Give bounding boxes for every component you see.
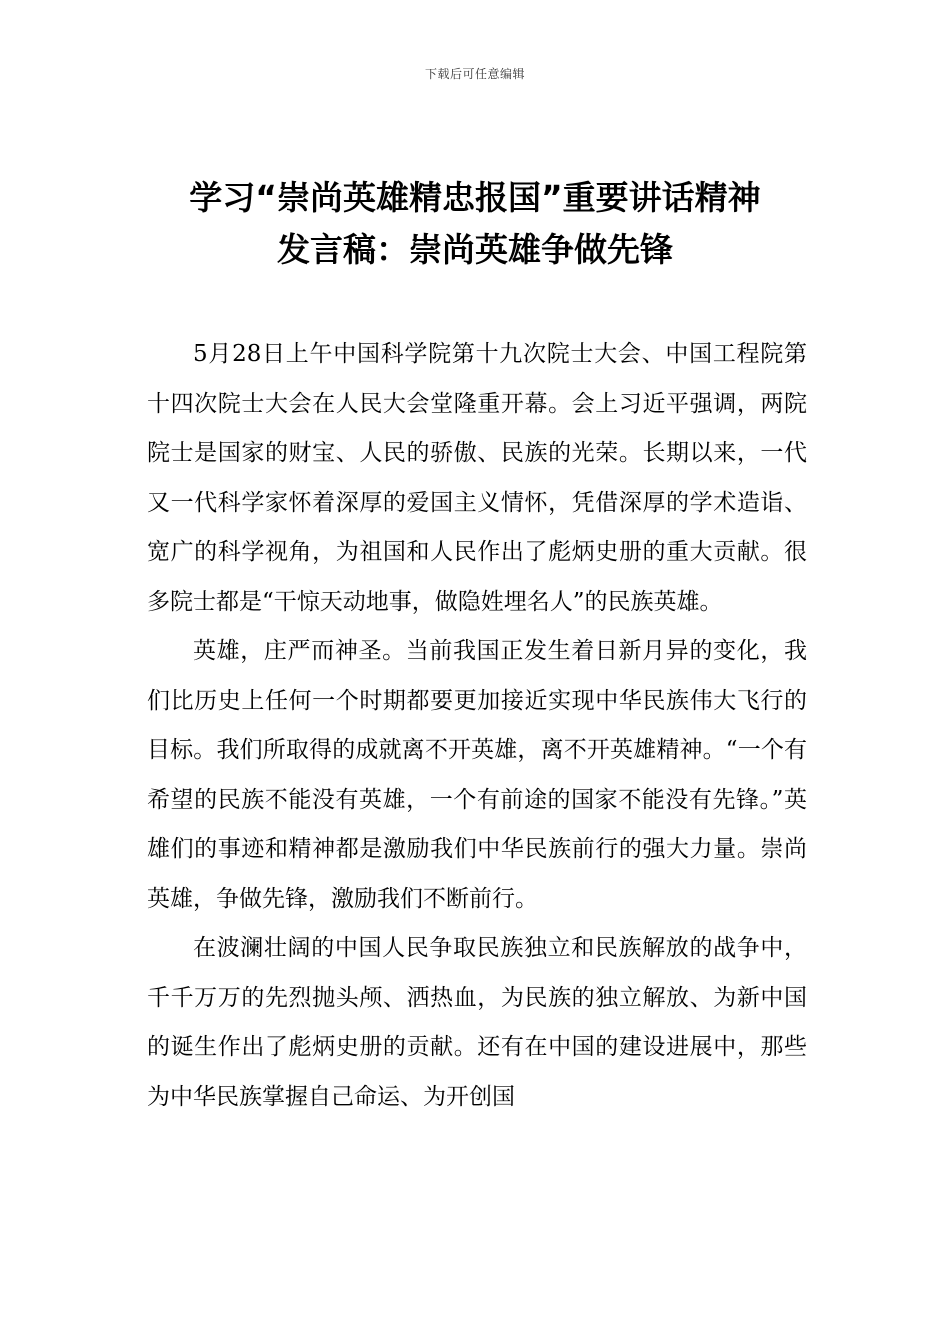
title-line-2: 发言稿：崇尚英雄争做先锋 xyxy=(277,230,673,269)
document-body xyxy=(147,330,807,1122)
document-title xyxy=(145,172,805,276)
title-line-1: 学习“崇尚英雄精忠报国”重要讲话精神 xyxy=(189,178,761,217)
header-note: 下载后可任意编辑 xyxy=(424,67,525,81)
paragraph-1: 5月28日上午中国科学院第十九次院士大会、中国工程院第十四次院士大会在人民大会堂隆重开幕。会上习近平强调，两院院士是国家的财宝、人民的骄傲、民族的光荣。长期以来，一代又一代科学家怀着深厚的爱国主义情怀，凭借深厚的学术造诣、宽广的科学视角，为祖国和人民作出了彪炳史册的重大贡献。很多院士都是“干惊天动地事，做隐姓埋名人”的民族英雄。 xyxy=(147,341,807,615)
paragraph-3: 在波澜壮阔的中国人民争取民族独立和民族解放的战争中，千千万万的先烈抛头颅、洒热血，为民族的独立解放、为新中国的诞生作出了彪炳史册的贡献。还有在中国的建设进展中，那些为中华民族掌握自己命运、为开创国 xyxy=(147,935,807,1110)
paragraph-2: 英雄，庄严而神圣。当前我国正发生着日新月异的变化，我们比历史上任何一个时期都要更加接近实现中华民族伟大飞行的目标。我们所取得的成就离不开英雄，离不开英雄精神。“一个有希望的民族不能没有英雄，一个有前途的国家不能没有先锋。”英雄们的事迹和精神都是激励我们中华民族前行的强大力量。崇尚英雄，争做先锋，激励我们不断前行。 xyxy=(147,638,807,912)
